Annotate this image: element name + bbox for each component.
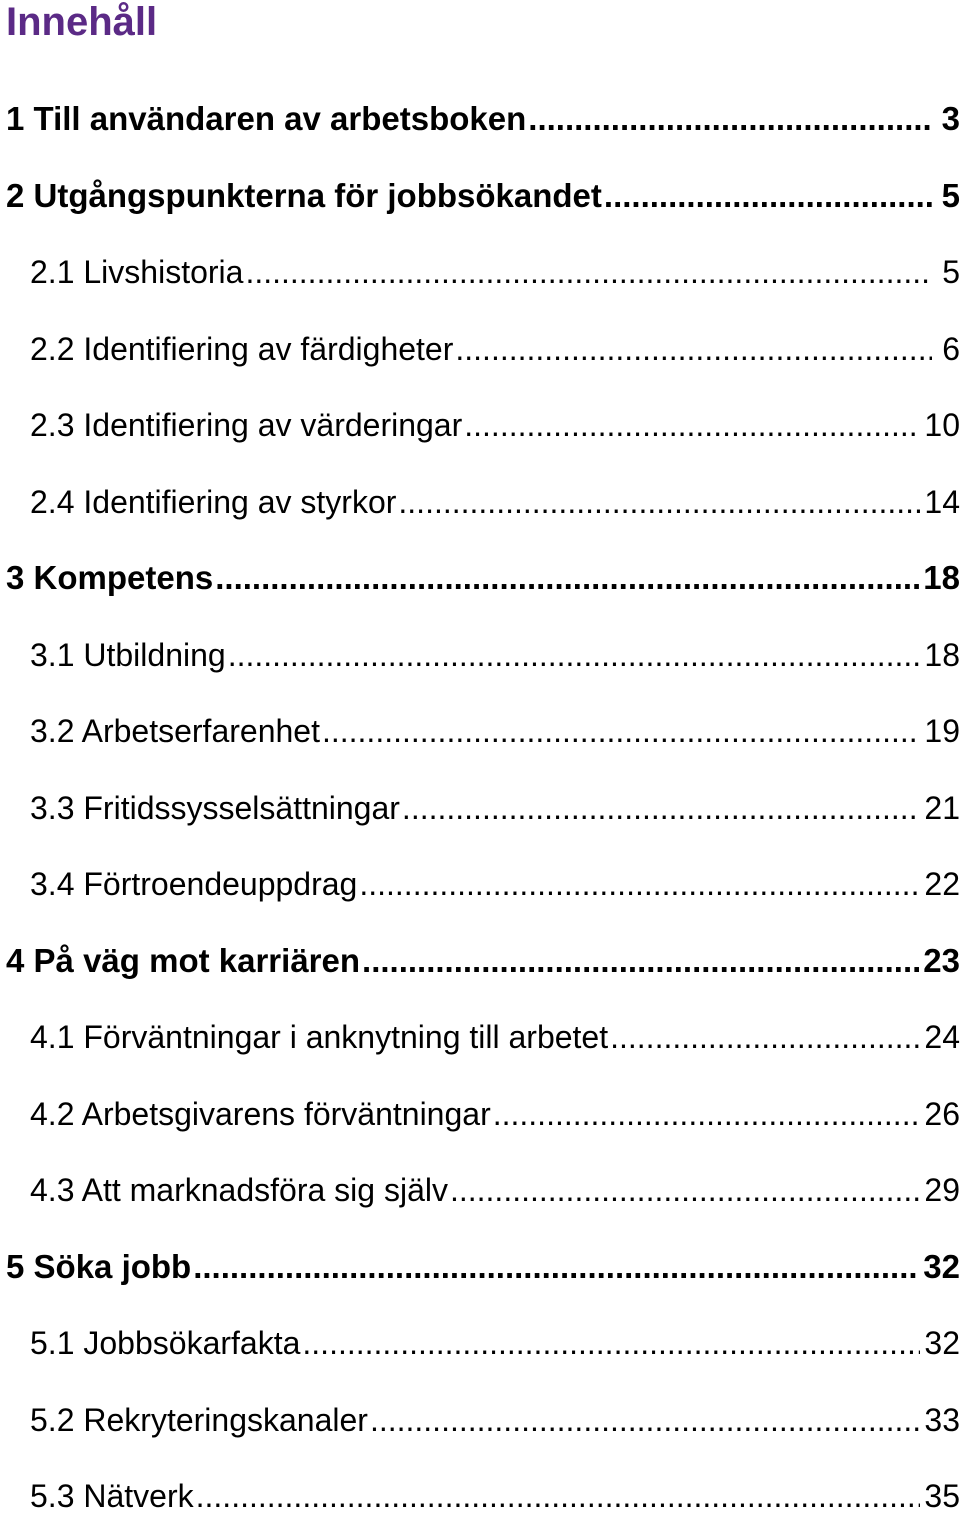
toc-leader-dots [215, 556, 919, 600]
toc-page-number: 23 [923, 942, 960, 979]
toc-leader-dots [302, 1321, 920, 1365]
toc-page-number: 33 [924, 1402, 960, 1438]
toc-leader-dots [604, 174, 932, 218]
toc-entry[interactable] [30, 709, 960, 753]
toc-leader-dots [398, 480, 920, 524]
toc-leader-dots [528, 97, 932, 141]
toc-entry-number: 3.2 [30, 713, 75, 749]
toc-entry-number: 3.3 [30, 790, 75, 826]
toc-entry[interactable] [30, 1474, 960, 1518]
toc-page-number: 18 [924, 637, 960, 673]
toc-entry-text: På väg mot karriären [33, 942, 361, 979]
toc-entry-number: 1 [6, 100, 25, 137]
toc-page-number: 18 [923, 559, 960, 596]
toc-leader-dots [370, 1398, 920, 1442]
toc-entry-text: Livshistoria [83, 254, 244, 290]
toc-entry-text: Nätverk [83, 1478, 194, 1514]
toc-entry-title [6, 556, 213, 600]
toc-entry-text: Arbetsgivarens förväntningar [81, 1096, 491, 1132]
toc-entry-text: Utbildning [83, 637, 226, 673]
toc-leader-dots [610, 1015, 920, 1059]
toc-entry-text: Identifiering av värderingar [83, 407, 463, 443]
toc-entry-text: Kompetens [33, 559, 214, 596]
toc-leader-dots [450, 1168, 920, 1212]
toc-entry[interactable] [6, 556, 960, 600]
toc-entry-number: 4.2 [30, 1096, 75, 1132]
toc-page-number: 6 [942, 331, 960, 367]
toc-leader-dots [464, 403, 920, 447]
toc-entry-title [30, 1168, 448, 1212]
toc-entry[interactable] [30, 1092, 960, 1136]
toc-leader-dots [245, 250, 932, 294]
page-title: Innehåll [6, 0, 158, 44]
toc-entry-number: 3 [6, 559, 25, 596]
toc-entry-title [30, 1321, 300, 1365]
toc-entry[interactable] [6, 97, 960, 141]
toc-entry-text: Utgångspunkterna för jobbsökandet [33, 177, 602, 214]
toc-page-number: 21 [924, 790, 960, 826]
toc-leader-dots [455, 327, 932, 371]
toc-entry-title [6, 174, 602, 218]
toc-leader-dots [228, 633, 921, 677]
toc-entry-number: 5.3 [30, 1478, 75, 1514]
toc-page-number: 24 [924, 1019, 960, 1055]
toc-page-number: 19 [924, 713, 960, 749]
toc-entry-title [30, 709, 320, 753]
toc-entry[interactable] [30, 1015, 960, 1059]
toc-entry[interactable] [30, 403, 960, 447]
toc-page-number: 29 [924, 1172, 960, 1208]
toc-page-number: 22 [924, 866, 960, 902]
toc-page-number: 10 [924, 407, 960, 443]
toc-entry[interactable] [6, 174, 960, 218]
toc-leader-dots [193, 1245, 919, 1289]
toc-entry-number: 4 [6, 942, 25, 979]
toc-entry-title [30, 250, 243, 294]
toc-page-number: 5 [942, 254, 960, 290]
toc-entry-title [6, 1245, 191, 1289]
toc-entry[interactable] [30, 862, 960, 906]
toc-page-number: 26 [924, 1096, 960, 1132]
toc-leader-dots [493, 1092, 921, 1136]
toc-entry-number: 2.1 [30, 254, 75, 290]
toc-entry-number: 5 [6, 1248, 25, 1285]
toc-leader-dots [359, 862, 920, 906]
toc-entry[interactable] [6, 1245, 960, 1289]
toc-entry-text: Jobbsökarfakta [83, 1325, 301, 1361]
toc-leader-dots [322, 709, 920, 753]
toc-page-number: 5 [941, 177, 960, 214]
toc-entry-title [30, 633, 226, 677]
toc-entry-number: 2.2 [30, 331, 75, 367]
toc-leader-dots [362, 939, 919, 983]
toc-entry-text: Förtroendeuppdrag [83, 866, 358, 902]
toc-entry-text: Till användaren av arbetsboken [33, 100, 527, 137]
toc-entry-text: Identifiering av styrkor [83, 484, 397, 520]
toc-entry-number: 2.3 [30, 407, 75, 443]
toc-entry[interactable] [30, 480, 960, 524]
toc-entry-number: 3.1 [30, 637, 75, 673]
toc-page-number: 35 [924, 1478, 960, 1514]
toc-page-number: 3 [941, 100, 960, 137]
toc-entry-number: 3.4 [30, 866, 75, 902]
toc-entry[interactable] [30, 250, 960, 294]
toc-leader-dots [196, 1474, 921, 1518]
toc-entry-text: Att marknadsföra sig själv [81, 1172, 448, 1208]
toc-entry-title [6, 939, 360, 983]
toc-entry-number: 4.3 [30, 1172, 75, 1208]
toc-entry-title [30, 862, 357, 906]
toc-entry-title [30, 1398, 368, 1442]
toc-entry[interactable] [30, 633, 960, 677]
toc-entry-title [30, 1092, 491, 1136]
toc-entry-title [30, 480, 396, 524]
toc-entry-text: Förväntningar i anknytning till arbetet [83, 1019, 609, 1055]
toc-entry-title [30, 1015, 608, 1059]
toc-entry-title [30, 786, 400, 830]
toc-entry[interactable] [30, 1321, 960, 1365]
toc-page-number: 14 [924, 484, 960, 520]
toc-entry-number: 2 [6, 177, 25, 214]
toc-page-number: 32 [924, 1325, 960, 1361]
toc-entry[interactable] [30, 327, 960, 371]
toc-page-number: 32 [923, 1248, 960, 1285]
toc-entry-text: Rekryteringskanaler [83, 1402, 368, 1438]
toc-entry-title [30, 327, 453, 371]
toc-entry-text: Identifiering av färdigheter [83, 331, 454, 367]
toc-entry[interactable] [30, 1398, 960, 1442]
toc-entry-text: Söka jobb [33, 1248, 192, 1285]
toc-leader-dots [402, 786, 920, 830]
toc-entry-number: 4.1 [30, 1019, 75, 1055]
toc-entry-number: 5.1 [30, 1325, 75, 1361]
toc-entry-title [6, 97, 526, 141]
toc-entry[interactable] [30, 1168, 960, 1212]
toc-entry-title [30, 403, 462, 447]
toc-entry-number: 2.4 [30, 484, 75, 520]
toc-entry[interactable] [30, 786, 960, 830]
toc-entry[interactable] [6, 939, 960, 983]
toc-entry-text: Fritidssysselsättningar [83, 790, 400, 826]
toc-entry-text: Arbetserfarenhet [81, 713, 320, 749]
toc-entry-title [30, 1474, 194, 1518]
toc-entry-number: 5.2 [30, 1402, 75, 1438]
